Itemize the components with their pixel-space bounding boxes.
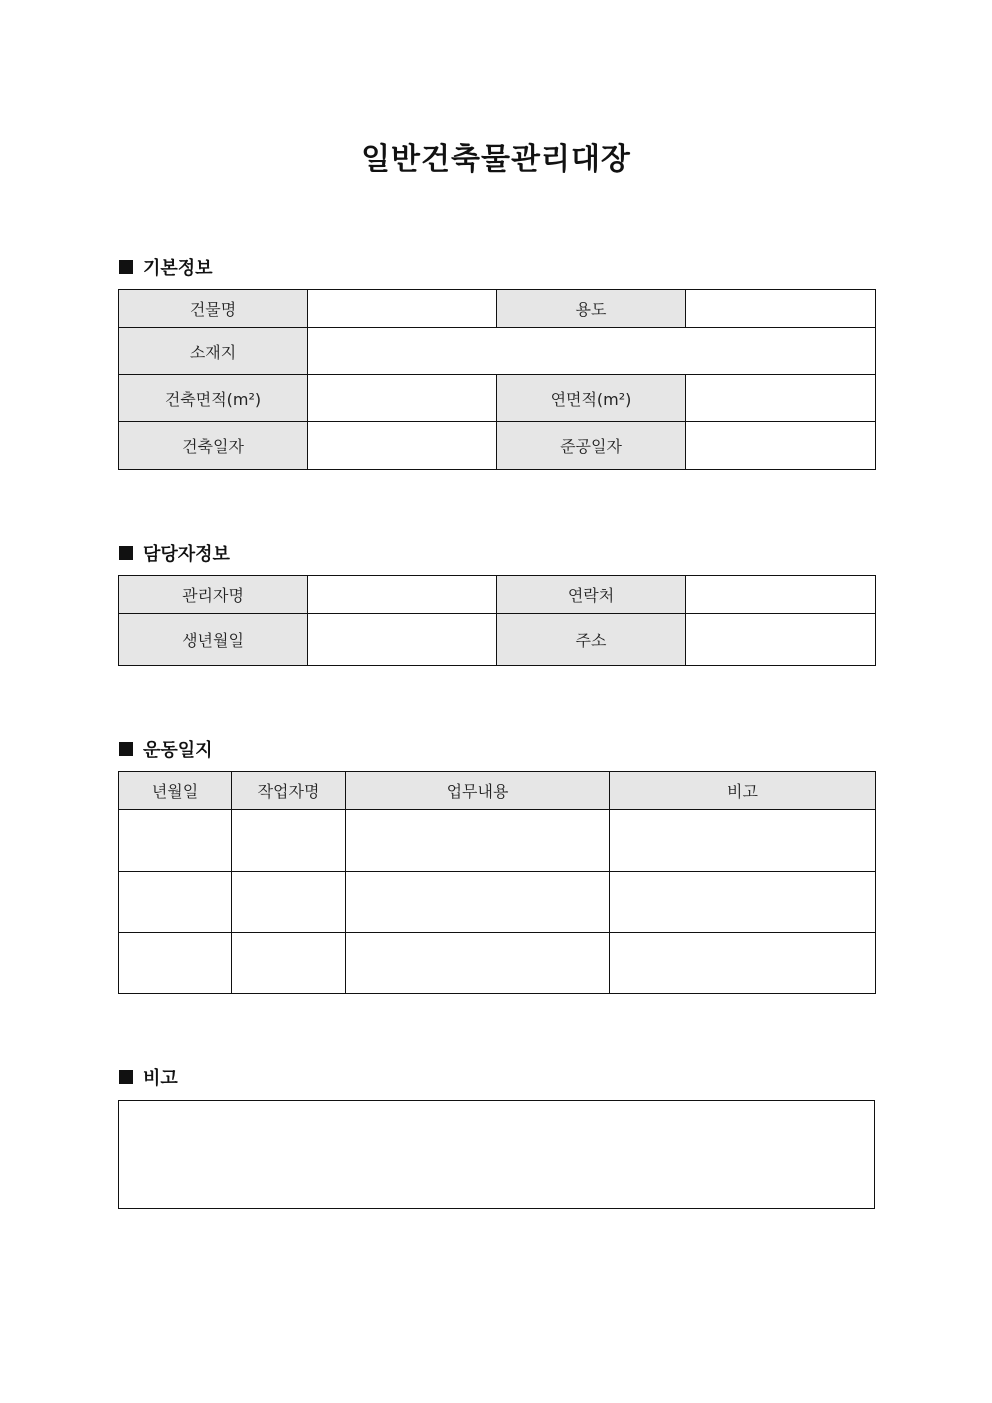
operation-log-heading: [119, 736, 213, 762]
basic-info-table: [118, 289, 876, 470]
contact-label: 연락처: [497, 576, 686, 614]
manager-info-heading: [119, 540, 230, 566]
remarks-cell[interactable]: [610, 810, 876, 872]
remarks-box[interactable]: [118, 1100, 875, 1209]
remarks-heading-text: 비고: [143, 1068, 178, 1089]
location-field[interactable]: [308, 328, 876, 375]
construction-date-label: 건축일자: [119, 422, 308, 470]
column-header-task: 업무내용: [346, 772, 610, 810]
building-area-label: 건축면적(m²): [119, 375, 308, 422]
completion-date-field[interactable]: [686, 422, 876, 470]
column-header-date: 년월일: [119, 772, 232, 810]
birth-date-label: 생년월일: [119, 614, 308, 666]
construction-date-field[interactable]: [308, 422, 497, 470]
remarks-cell[interactable]: [610, 933, 876, 994]
table-row: [119, 933, 876, 994]
contact-field[interactable]: [686, 576, 876, 614]
building-name-field[interactable]: [308, 290, 497, 328]
worker-cell[interactable]: [232, 810, 346, 872]
manager-info-heading-text: 담당자정보: [143, 544, 230, 565]
remarks-heading: [119, 1064, 178, 1090]
document-title: 일반건축물관리대장: [361, 142, 631, 177]
address-label: 주소: [497, 614, 686, 666]
birth-date-field[interactable]: [308, 614, 497, 666]
operation-log-table: [118, 771, 876, 994]
location-label: 소재지: [119, 328, 308, 375]
usage-label: 용도: [497, 290, 686, 328]
building-name-label: 건물명: [119, 290, 308, 328]
square-bullet-icon: [119, 260, 133, 274]
task-cell[interactable]: [346, 872, 610, 933]
date-cell[interactable]: [119, 872, 232, 933]
date-cell[interactable]: [119, 810, 232, 872]
remarks-cell[interactable]: [610, 872, 876, 933]
square-bullet-icon: [119, 742, 133, 756]
square-bullet-icon: [119, 1070, 133, 1084]
total-floor-area-label: 연면적(m²): [497, 375, 686, 422]
usage-field[interactable]: [686, 290, 876, 328]
column-header-remarks: 비고: [610, 772, 876, 810]
column-header-worker: 작업자명: [232, 772, 346, 810]
table-row: [119, 872, 876, 933]
task-cell[interactable]: [346, 810, 610, 872]
square-bullet-icon: [119, 546, 133, 560]
worker-cell[interactable]: [232, 872, 346, 933]
total-floor-area-field[interactable]: [686, 375, 876, 422]
basic-info-heading: [119, 254, 213, 280]
worker-cell[interactable]: [232, 933, 346, 994]
building-area-field[interactable]: [308, 375, 497, 422]
manager-name-field[interactable]: [308, 576, 497, 614]
manager-info-table: [118, 575, 876, 666]
task-cell[interactable]: [346, 933, 610, 994]
address-field[interactable]: [686, 614, 876, 666]
manager-name-label: 관리자명: [119, 576, 308, 614]
basic-info-heading-text: 기본정보: [143, 258, 213, 279]
completion-date-label: 준공일자: [497, 422, 686, 470]
operation-log-heading-text: 운동일지: [143, 740, 213, 761]
date-cell[interactable]: [119, 933, 232, 994]
table-row: [119, 810, 876, 872]
